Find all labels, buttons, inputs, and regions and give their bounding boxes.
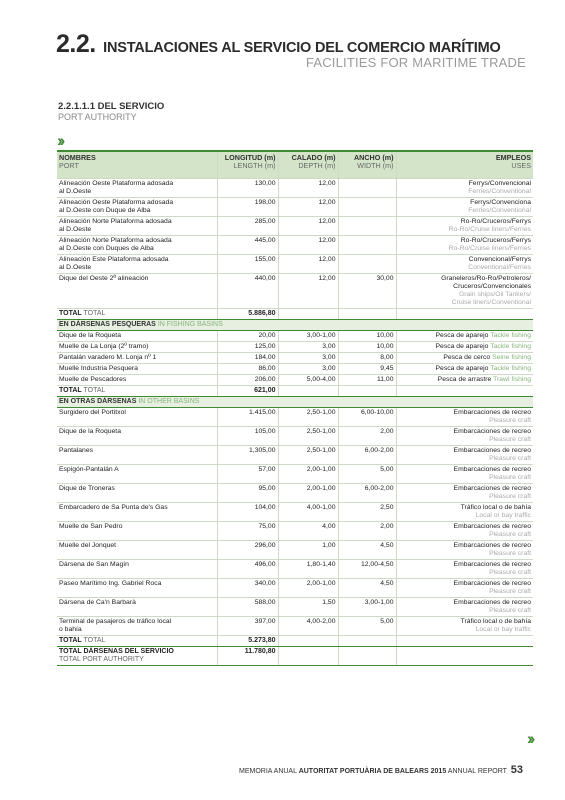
- table-row: [57, 375, 533, 386]
- cell-name: Alineación Norte Plataforma adosada al D.Oeste: [57, 217, 217, 236]
- cell-width: 8,00: [338, 353, 396, 364]
- cell-depth: 2,00-1,00: [278, 579, 338, 598]
- section-heading: [58, 101, 164, 122]
- cell-width: [338, 255, 396, 274]
- cell-length: 445,00: [217, 236, 278, 255]
- cell-depth: 2,50-1,00: [278, 446, 338, 465]
- cell-uses: Embarcaciones de recreo Pleasure craft: [396, 465, 533, 484]
- cell-width: 6,00-2,00: [338, 446, 396, 465]
- chevron-right-icon: ››: [527, 729, 533, 748]
- chapter-number: 2.2.: [56, 30, 96, 58]
- cell-width: 12,00-4,50: [338, 560, 396, 579]
- table-row: [57, 560, 533, 579]
- table-row: [57, 465, 533, 484]
- cell-name: Paseo Marítimo Ing. Gabriel Roca: [57, 579, 217, 598]
- cell-length: 105,00: [217, 427, 278, 446]
- cell-depth: 3,00: [278, 364, 338, 375]
- cell-length: 104,00: [217, 503, 278, 522]
- cell-uses: Convencional/Ferrys Conventional/Ferries: [396, 255, 533, 274]
- cell-uses: Pesca de aparejo Tackle fishing: [396, 342, 533, 353]
- cell-name: Dique del Oeste 2ª alineación: [57, 274, 217, 309]
- cell-width: 30,00: [338, 274, 396, 309]
- cell-length: 440,00: [217, 274, 278, 309]
- page-number: 53: [510, 764, 523, 776]
- cell-depth: 12,00: [278, 179, 338, 198]
- table-row: [57, 427, 533, 446]
- section-subtitle: PORT AUTHORITY: [58, 112, 137, 122]
- cell-width: 4,50: [338, 541, 396, 560]
- section-row-fishing: EN DÁRSENAS PESQUERAS IN FISHING BASINS: [57, 320, 533, 331]
- cell-uses: Embarcaciones de recreo Pleasure craft: [396, 579, 533, 598]
- cell-width: 10,00: [338, 342, 396, 353]
- table-row: [57, 274, 533, 309]
- cell-name: Alineación Norte Plataforma adosada al D.Oeste con Duques de Alba: [57, 236, 217, 255]
- cell-depth: 4,00-2,00: [278, 617, 338, 636]
- cell-depth: 2,50-1,00: [278, 408, 338, 427]
- cell-length: 95,00: [217, 484, 278, 503]
- total-row-3: TOTAL TOTAL 5.273,80: [57, 636, 533, 647]
- table-row: [57, 617, 533, 636]
- table-row: [57, 198, 533, 217]
- footer-suffix: ANNUAL REPORT: [447, 768, 507, 775]
- table-row: [57, 484, 533, 503]
- table-row: [57, 217, 533, 236]
- cell-uses: Embarcaciones de recreo Pleasure craft: [396, 408, 533, 427]
- chevron-right-icon: ››: [57, 131, 63, 150]
- cell-length: 57,00: [217, 465, 278, 484]
- cell-length: 296,00: [217, 541, 278, 560]
- table-row: [57, 541, 533, 560]
- cell-depth: 2,00-1,00: [278, 484, 338, 503]
- cell-name: Embarcadero de Sa Punta de's Gas: [57, 503, 217, 522]
- cell-width: 5,00: [338, 617, 396, 636]
- cell-length: 20,00: [217, 331, 278, 342]
- cell-width: 5,00: [338, 465, 396, 484]
- cell-depth: 1,50: [278, 598, 338, 617]
- cell-depth: 5,00-4,00: [278, 375, 338, 386]
- cell-length: 130,00: [217, 179, 278, 198]
- cell-depth: 12,00: [278, 236, 338, 255]
- cell-name: Dique de la Roqueta: [57, 427, 217, 446]
- cell-width: 6,00-10,00: [338, 408, 396, 427]
- cell-width: 6,00-2,00: [338, 484, 396, 503]
- table-row: [57, 364, 533, 375]
- page-footer: [239, 764, 523, 776]
- table-row: [57, 598, 533, 617]
- cell-name: Pantalanes: [57, 446, 217, 465]
- cell-width: 2,00: [338, 427, 396, 446]
- cell-length: 285,00: [217, 217, 278, 236]
- cell-width: [338, 179, 396, 198]
- cell-uses: Tráfico local o de bahía Local or bay traffic: [396, 503, 533, 522]
- cell-length: 340,00: [217, 579, 278, 598]
- cell-name: Alineación Este Plataforma adosada al D.Oeste: [57, 255, 217, 274]
- total-row-2: TOTAL TOTAL 621,00: [57, 386, 533, 397]
- cell-uses: Embarcaciones de recreo Pleasure craft: [396, 541, 533, 560]
- table-row: [57, 179, 533, 198]
- cell-depth: 1,80-1,40: [278, 560, 338, 579]
- table-row: [57, 408, 533, 427]
- col-header-depth: CALADO (m) DEPTH (m): [278, 151, 338, 179]
- cell-depth: 12,00: [278, 255, 338, 274]
- cell-uses: Tráfico local o de bahía Local or bay traffic: [396, 617, 533, 636]
- col-header-width: ANCHO (m) WIDTH (m): [338, 151, 396, 179]
- cell-name: Espigón-Pantalán A: [57, 465, 217, 484]
- cell-length: 125,00: [217, 342, 278, 353]
- cell-width: 2,50: [338, 503, 396, 522]
- cell-uses: Embarcaciones de recreo Pleasure craft: [396, 484, 533, 503]
- cell-depth: 3,00: [278, 342, 338, 353]
- cell-depth: 1,00: [278, 541, 338, 560]
- cell-uses: Embarcaciones de recreo Pleasure craft: [396, 598, 533, 617]
- cell-width: [338, 217, 396, 236]
- cell-length: 397,00: [217, 617, 278, 636]
- footer-prefix: MEMORIA ANUAL: [239, 768, 297, 775]
- table-row: [57, 503, 533, 522]
- total-row-1: TOTAL TOTAL 5.886,80: [57, 309, 533, 320]
- cell-width: 11,00: [338, 375, 396, 386]
- cell-name: Muelle del Jonquet: [57, 541, 217, 560]
- cell-name: Dársena de Ca'n Barbarà: [57, 598, 217, 617]
- cell-depth: 4,00: [278, 522, 338, 541]
- cell-uses: Pesca de aparejo Tackle fishing: [396, 331, 533, 342]
- table-row: [57, 446, 533, 465]
- cell-name: Surgidero del Portitxol: [57, 408, 217, 427]
- berths-table: [57, 150, 533, 666]
- chapter-subtitle: FACILITIES FOR MARITIME TRADE: [305, 55, 526, 70]
- cell-depth: 3,00: [278, 353, 338, 364]
- cell-name: Pantalán varadero M. Lonja nº 1: [57, 353, 217, 364]
- footer-org: AUTORITAT PORTUÀRIA DE BALEARS 2015: [298, 768, 447, 775]
- cell-width: 10,00: [338, 331, 396, 342]
- cell-width: 3,00-1,00: [338, 598, 396, 617]
- cell-length: 184,00: [217, 353, 278, 364]
- chapter-title: INSTALACIONES AL SERVICIO DEL COMERCIO MARÍTIMO: [103, 40, 501, 56]
- cell-name: Terminal de pasajeros de tráfico local o bahía: [57, 617, 217, 636]
- cell-depth: 12,00: [278, 217, 338, 236]
- cell-depth: 12,00: [278, 198, 338, 217]
- cell-depth: 12,00: [278, 274, 338, 309]
- cell-length: 155,00: [217, 255, 278, 274]
- cell-name: Alineación Oeste Plataforma adosada al D.Oeste con Duque de Alba: [57, 198, 217, 217]
- cell-width: 2,00: [338, 522, 396, 541]
- cell-uses: Embarcaciones de recreo Pleasure craft: [396, 560, 533, 579]
- page-header: [56, 30, 526, 70]
- cell-length: 588,00: [217, 598, 278, 617]
- col-header-name: NOMBRES PORT: [57, 151, 217, 179]
- table-row: [57, 522, 533, 541]
- cell-width: [338, 236, 396, 255]
- cell-name: Dique de la Roqueta: [57, 331, 217, 342]
- cell-name: Muelle de La Lonja (2º tramo): [57, 342, 217, 353]
- grand-total-row: TOTAL DÁRSENAS DEL SERVICIO TOTAL PORT AUTHORITY 11.780,80: [57, 647, 533, 666]
- cell-name: Muelle de Pescadores: [57, 375, 217, 386]
- table-row: [57, 236, 533, 255]
- table-row: [57, 331, 533, 342]
- cell-depth: 4,00-1,00: [278, 503, 338, 522]
- cell-uses: Ro-Ro/Cruceros/Ferrys Ro-Ro/Cruise liners/Ferries: [396, 236, 533, 255]
- cell-length: 198,00: [217, 198, 278, 217]
- cell-uses: Ferrys/Convencional Ferries/Conventional: [396, 179, 533, 198]
- cell-name: Dique de Troneras: [57, 484, 217, 503]
- table-row: [57, 353, 533, 364]
- cell-name: Dársena de San Magín: [57, 560, 217, 579]
- cell-length: 1,305,00: [217, 446, 278, 465]
- cell-depth: 3,00-1,00: [278, 331, 338, 342]
- cell-width: 9,45: [338, 364, 396, 375]
- section-title: 2.2.1.1.1 DEL SERVICIO: [58, 101, 165, 112]
- cell-uses: Embarcaciones de recreo Pleasure craft: [396, 427, 533, 446]
- cell-length: 496,00: [217, 560, 278, 579]
- col-header-uses: EMPLEOS USES: [396, 151, 533, 179]
- cell-length: 86,00: [217, 364, 278, 375]
- cell-depth: 2,00-1,00: [278, 465, 338, 484]
- table-row: [57, 342, 533, 353]
- cell-uses: Pesca de aparejo Tackle fishing: [396, 364, 533, 375]
- col-header-length: LONGITUD (m) LENGTH (m): [217, 151, 278, 179]
- cell-depth: 2,50-1,00: [278, 427, 338, 446]
- cell-uses: Ferrys/Convenciona Ferries/Conventional: [396, 198, 533, 217]
- cell-uses: Pesca de cerco Seine fishing: [396, 353, 533, 364]
- table-row: [57, 579, 533, 598]
- cell-uses: Embarcaciones de recreo Pleasure craft: [396, 522, 533, 541]
- cell-name: Muelle Industria Pesquera: [57, 364, 217, 375]
- cell-length: 206,00: [217, 375, 278, 386]
- cell-name: Muelle de San Pedro: [57, 522, 217, 541]
- cell-length: 1.415,00: [217, 408, 278, 427]
- table-header-row: [57, 151, 533, 179]
- cell-length: 75,00: [217, 522, 278, 541]
- section-row-other: EN OTRAS DÁRSENAS IN OTHER BASINS: [57, 397, 533, 408]
- cell-uses: Embarcaciones de recreo Pleasure craft: [396, 446, 533, 465]
- cell-uses: Ro-Ro/Cruceros/Ferrys Ro-Ro/Cruise liners/Ferries: [396, 217, 533, 236]
- cell-width: [338, 198, 396, 217]
- cell-uses: Pesca de arrastre Trawl fishing: [396, 375, 533, 386]
- cell-uses: Graneleros/Ro-Ro/Petroleros/ Cruceros/Convencionales Grain ships/Oil Tankers/ Cruise liners/Conventional: [396, 274, 533, 309]
- table-row: [57, 255, 533, 274]
- cell-name: Alineación Oeste Plataforma adosada al D.Oeste: [57, 179, 217, 198]
- cell-width: 4,50: [338, 579, 396, 598]
